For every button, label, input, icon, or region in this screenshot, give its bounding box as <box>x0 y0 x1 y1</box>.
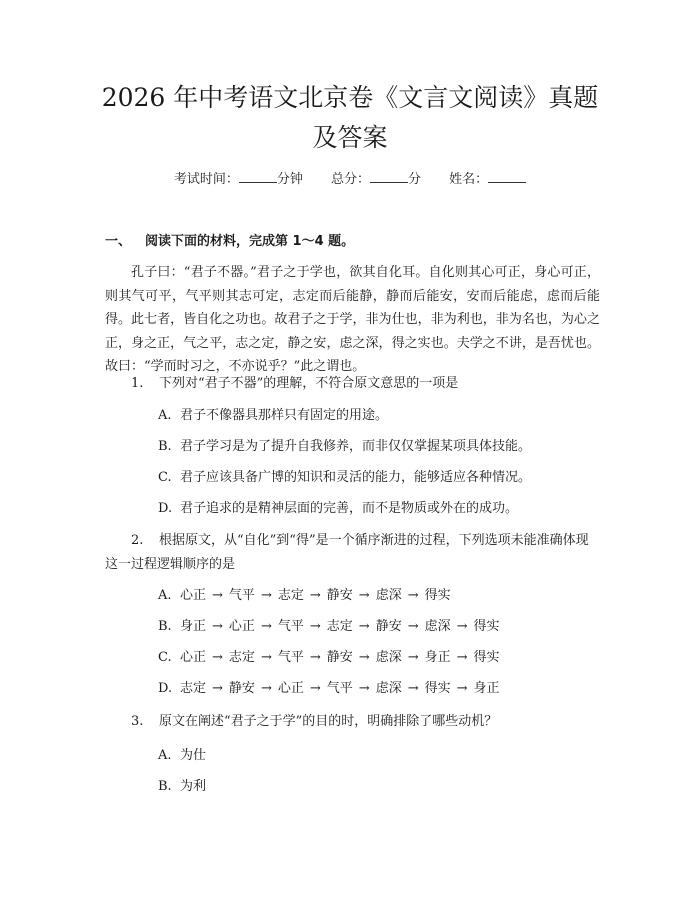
arrow-icon: → <box>358 588 370 603</box>
option-text: 为利 <box>180 779 207 794</box>
step-text: 静安 <box>326 588 353 603</box>
question-number: 1. <box>131 376 144 391</box>
step-text: 静安 <box>326 650 353 665</box>
option-text: 君子应该具备广博的知识和灵活的能力，能够适应各种情况。 <box>180 470 532 485</box>
option-letter: B. <box>158 779 172 794</box>
arrow-icon: → <box>309 619 321 634</box>
step-text: 心正 <box>277 681 304 696</box>
page-title <box>60 78 640 158</box>
arrow-icon: → <box>260 619 272 634</box>
option-letter: B. <box>158 439 172 454</box>
reading-passage: 孔子曰：“君子不器。”君子之于学也，欲其自化耳。自化则其心可正，身心可正，则其气可平，气平则其志可定，志定而后能静，静而后能安，安而后能虑，虑而后能得。此七者，皆自化之功也。故君子之于学，非为仕也，非为利也，非为名也，为心之正，身之正，气之平，志之定，静之安，虑之深，得之实也。夫学之不讲，是吾忧也。故曰：“学而时习之，不亦说乎？”此之谓也。 <box>105 265 600 374</box>
question-number: 3. <box>131 714 144 729</box>
option-text: 君子学习是为了提升自我修养，而非仅仅掌握某项具体技能。 <box>180 439 532 454</box>
q2-option-b <box>158 617 500 637</box>
section-number: 一、 <box>105 234 132 249</box>
step-text: 志定 <box>180 681 207 696</box>
title-line-2: 及答案 <box>312 123 388 152</box>
arrow-icon: → <box>407 588 419 603</box>
step-text: 得实 <box>424 588 451 603</box>
arrow-icon: → <box>309 588 321 603</box>
question-number: 2. <box>131 533 144 548</box>
section-heading <box>105 230 354 249</box>
step-text: 得实 <box>473 619 500 634</box>
time-label: 考试时间： <box>173 172 239 187</box>
question-text: 原文在阐述“君子之于学”的目的时，明确排除了哪些动机？ <box>159 714 498 729</box>
arrow-icon: → <box>212 650 223 665</box>
time-blank <box>239 168 277 183</box>
score-field <box>331 172 421 187</box>
step-text: 静安 <box>375 619 402 634</box>
q1-option-b <box>158 437 531 457</box>
step-text: 虑深 <box>375 650 402 665</box>
step-text: 身正 <box>473 681 500 696</box>
step-text: 虑深 <box>424 619 451 634</box>
q2-option-d <box>158 679 500 699</box>
score-label: 总分： <box>330 172 370 187</box>
step-text: 气平 <box>277 650 304 665</box>
time-field <box>174 172 303 187</box>
question-1 <box>105 372 600 396</box>
step-text: 得实 <box>473 650 500 665</box>
q1-option-d <box>158 499 518 519</box>
q3-option-a <box>158 746 206 766</box>
arrow-icon: → <box>407 619 419 634</box>
exam-meta <box>0 168 700 190</box>
arrow-icon: → <box>358 619 370 634</box>
title-line-1: 2026 年中考语文北京卷《文言文阅读》真题 <box>101 83 599 112</box>
arrow-icon: → <box>358 681 370 696</box>
question-2 <box>105 529 600 576</box>
step-text: 心正 <box>180 650 207 665</box>
question-text: 根据原文，从“自化”到“得”是一个循序渐进的过程，下列选项未能准确体现这一过程逻辑顺序的是 <box>105 533 589 572</box>
option-text: 君子追求的是精神层面的完善，而不是物质或外在的成功。 <box>180 501 519 516</box>
option-letter: D. <box>158 681 173 696</box>
option-letter: D. <box>158 501 173 516</box>
arrow-icon: → <box>407 681 419 696</box>
option-text: 为仕 <box>180 748 207 763</box>
step-text: 心正 <box>180 588 207 603</box>
arrow-icon: → <box>260 650 272 665</box>
question-3 <box>105 710 600 734</box>
q2-option-a <box>158 586 451 606</box>
name-field <box>449 172 526 187</box>
step-text: 得实 <box>424 681 451 696</box>
option-letter: B. <box>158 619 172 634</box>
step-text: 志定 <box>228 650 255 665</box>
arrow-icon: → <box>260 681 272 696</box>
arrow-icon: → <box>456 650 468 665</box>
arrow-icon: → <box>309 681 321 696</box>
arrow-icon: → <box>358 650 370 665</box>
arrow-icon: → <box>407 650 419 665</box>
step-text: 静安 <box>228 681 255 696</box>
step-text: 气平 <box>326 681 353 696</box>
option-letter: A. <box>158 408 172 423</box>
step-text: 身正 <box>180 619 207 634</box>
option-text: 君子不像器具那样只有固定的用途。 <box>180 408 389 423</box>
time-unit: 分钟 <box>276 172 303 187</box>
section-instruction: 阅读下面的材料，完成第 1～4 题。 <box>145 234 355 249</box>
step-text: 身正 <box>424 650 451 665</box>
q2-option-c <box>158 648 500 668</box>
step-text: 志定 <box>326 619 353 634</box>
q3-option-b <box>158 777 206 797</box>
step-text: 虑深 <box>375 588 402 603</box>
score-blank <box>370 168 408 183</box>
step-text: 心正 <box>228 619 255 634</box>
step-text: 气平 <box>277 619 304 634</box>
q1-option-c <box>158 468 531 488</box>
step-text: 虑深 <box>375 681 402 696</box>
step-text: 气平 <box>228 588 255 603</box>
option-letter: C. <box>158 470 172 485</box>
option-letter: C. <box>158 650 172 665</box>
arrow-icon: → <box>456 681 468 696</box>
arrow-icon: → <box>309 650 321 665</box>
q1-option-a <box>158 406 388 426</box>
name-label: 姓名： <box>449 172 489 187</box>
arrow-icon: → <box>260 588 272 603</box>
arrow-icon: → <box>456 619 468 634</box>
option-letter: A. <box>158 748 172 763</box>
arrow-icon: → <box>212 588 223 603</box>
arrow-icon: → <box>212 681 223 696</box>
name-blank <box>488 168 526 183</box>
question-text: 下列对“君子不器”的理解，不符合原文意思的一项是 <box>159 376 459 391</box>
step-text: 志定 <box>277 588 304 603</box>
arrow-icon: → <box>212 619 223 634</box>
option-letter: A. <box>158 588 172 603</box>
score-unit: 分 <box>408 172 422 187</box>
